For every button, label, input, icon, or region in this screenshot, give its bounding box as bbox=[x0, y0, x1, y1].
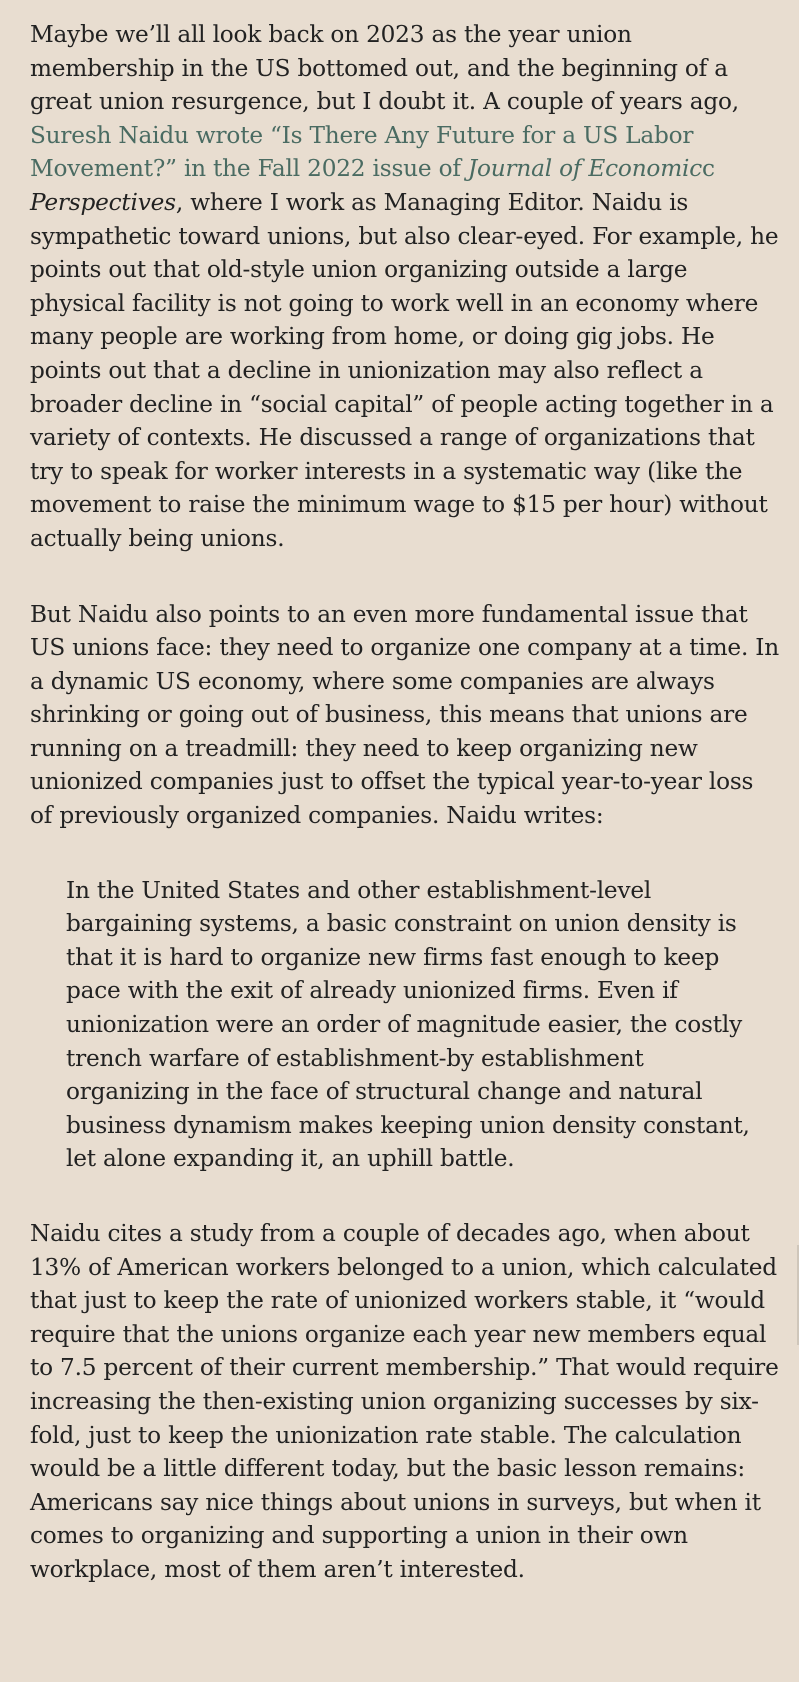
naidu-quote: In the United States and other establishment-level bargaining systems, a basic constraint on union density is that it is hard to organize new firms fast enough to keep pace with the exit of already unionized firms. Even if unionization were an order of magnitude easier, the costly trench warfare of establishment-by establishment organizing in the face of structural change and natural business dynamism makes keeping union density constant, let alone expanding it, an uphill battle. bbox=[66, 876, 750, 1173]
journal-name-link-end[interactable]: c bbox=[701, 155, 715, 183]
intro-text-rest: , where I work as Managing Editor. Naidu is sympathetic toward unions, but also clear-eyed. For example, he points out that old-style union organizing outside a large physical facility is not going to work well in an economy where many people are working from home, or doing gig jobs. He points out that a decline in unionization may also reflect a broader decline in “social capital” of people acting together in a variety of contexts. He discussed a range of organizations that try to speak for worker interests in a systematic way (like the movement to raise the minimum wage to $15 per hour) without actually being unions. bbox=[30, 188, 779, 552]
paragraph-study: Naidu cites a study from a couple of decades ago, when about 13% of American workers belonged to a union, which calculated that just to keep the rate of unionized workers stable, it “would require that the unions organize each year new members equal to 7.5 percent of their current membership.” That would require increasing the then-existing union organizing successes by six-fold, just to keep the unionization rate stable. The calculation would be a little different today, but the basic lesson remains: Americans say nice things about unions in surveys, but when it comes to organizing and supporting a union in their own workplace, most of them aren’t interested. bbox=[30, 1220, 779, 1583]
article-link-text[interactable]: Suresh Naidu wrote “Is There Any Future for a US Labor Movement?” in the Fall 2022 issue of bbox=[30, 121, 694, 183]
journal-name-continued: Perspectives bbox=[30, 188, 176, 216]
journal-name-link[interactable]: Journal of Economic bbox=[467, 155, 702, 183]
paragraph-treadmill: But Naidu also points to an even more fundamental issue that US unions face: they need to organize one company at a time. In a dynamic US economy, where some companies are always shrinking or going out of business, this means that unions are running on a treadmill: they need to keep organizing new unionized companies just to offset the typical year-to-year loss of previously organized companies. Naidu writes: bbox=[30, 600, 779, 830]
paragraph-intro bbox=[30, 18, 782, 556]
intro-text: Maybe we’ll all look back on 2023 as the year union membership in the US bottomed out, and the beginning of a great union resurgence, but I doubt it. A couple of years ago, bbox=[30, 21, 739, 116]
article-link[interactable] bbox=[30, 122, 715, 183]
post-body bbox=[30, 18, 782, 1587]
